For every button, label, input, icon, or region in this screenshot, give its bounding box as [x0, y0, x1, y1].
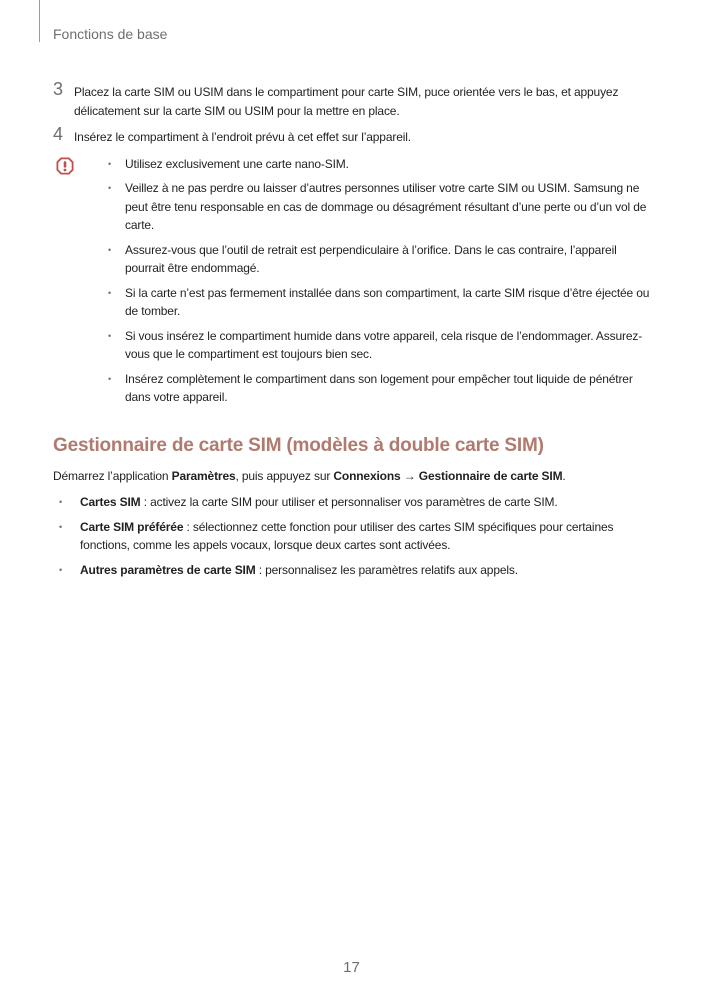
intro-text: Démarrez l’application [53, 468, 172, 483]
item-text: : activez la carte SIM pour utiliser et personnaliser vos paramètres de carte SIM. [140, 495, 558, 509]
caution-item: • Assurez-vous que l’outil de retrait est perpendiculaire à l’orifice. Dans le cas contraire, l’appareil pourrait être endommagé. [106, 241, 653, 278]
item-label: Autres paramètres de carte SIM [80, 562, 256, 577]
section-item [53, 518, 653, 555]
menu-sim-manager: Gestionnaire de carte SIM [418, 468, 563, 483]
app-name-settings: Paramètres [171, 468, 236, 483]
step-number: 4 [53, 124, 63, 144]
section-title: Gestionnaire de carte SIM (modèles à double carte SIM) [53, 434, 544, 456]
intro-text: , puis appuyez sur [235, 468, 334, 483]
step-4 [53, 124, 653, 147]
section-item [53, 493, 653, 512]
step-number: 3 [53, 79, 63, 99]
page-number: 17 [343, 959, 360, 976]
caution-icon [55, 156, 75, 176]
item-label: Carte SIM préférée [80, 519, 184, 534]
section-item [53, 561, 653, 580]
page-content [53, 79, 653, 585]
section-intro [53, 467, 653, 486]
menu-connections: Connexions [333, 468, 401, 483]
intro-text: . [562, 468, 566, 483]
caution-item: • Utilisez exclusivement une carte nano-SIM. [106, 155, 653, 174]
header-rule [39, 0, 40, 42]
item-text: : sélectionnez cette fonction pour utiliser des cartes SIM spécifiques pour certaines fonctions, comme les appels vocaux, lorsque deux cartes sont activées. [80, 519, 614, 552]
caution-item: • Veillez à ne pas perdre ou laisser d’autres personnes utiliser votre carte SIM ou USIM. Samsung ne peut être tenu responsable en cas de dommage ou désagrément résultant d’une perte ou d’un vol de carte. [106, 179, 653, 235]
caution-item: • Si la carte n’est pas fermement installée dans son compartiment, la carte SIM risque d’être éjectée ou de tomber. [106, 284, 653, 321]
arrow-separator: → [400, 468, 419, 483]
caution-block [53, 155, 653, 407]
step-text: Insérez le compartiment à l’endroit prévu à cet effet sur l’appareil. [74, 130, 411, 144]
step-3 [53, 79, 653, 120]
item-text: : personnalisez les paramètres relatifs aux appels. [255, 562, 518, 577]
running-header: Fonctions de base [53, 26, 168, 42]
caution-item: • Si vous insérez le compartiment humide dans votre appareil, cela risque de l’endommager. Assurez-vous que le compartiment est toujours bien sec. [106, 327, 653, 364]
item-label: Cartes SIM [80, 495, 141, 509]
caution-item: • Insérez complètement le compartiment dans son logement pour empêcher tout liquide de pénétrer dans votre appareil. [106, 370, 653, 407]
step-text: Placez la carte SIM ou USIM dans le compartiment pour carte SIM, puce orientée vers le bas, et appuyez délicatement sur la carte SIM ou USIM pour la mettre en place. [74, 85, 619, 118]
